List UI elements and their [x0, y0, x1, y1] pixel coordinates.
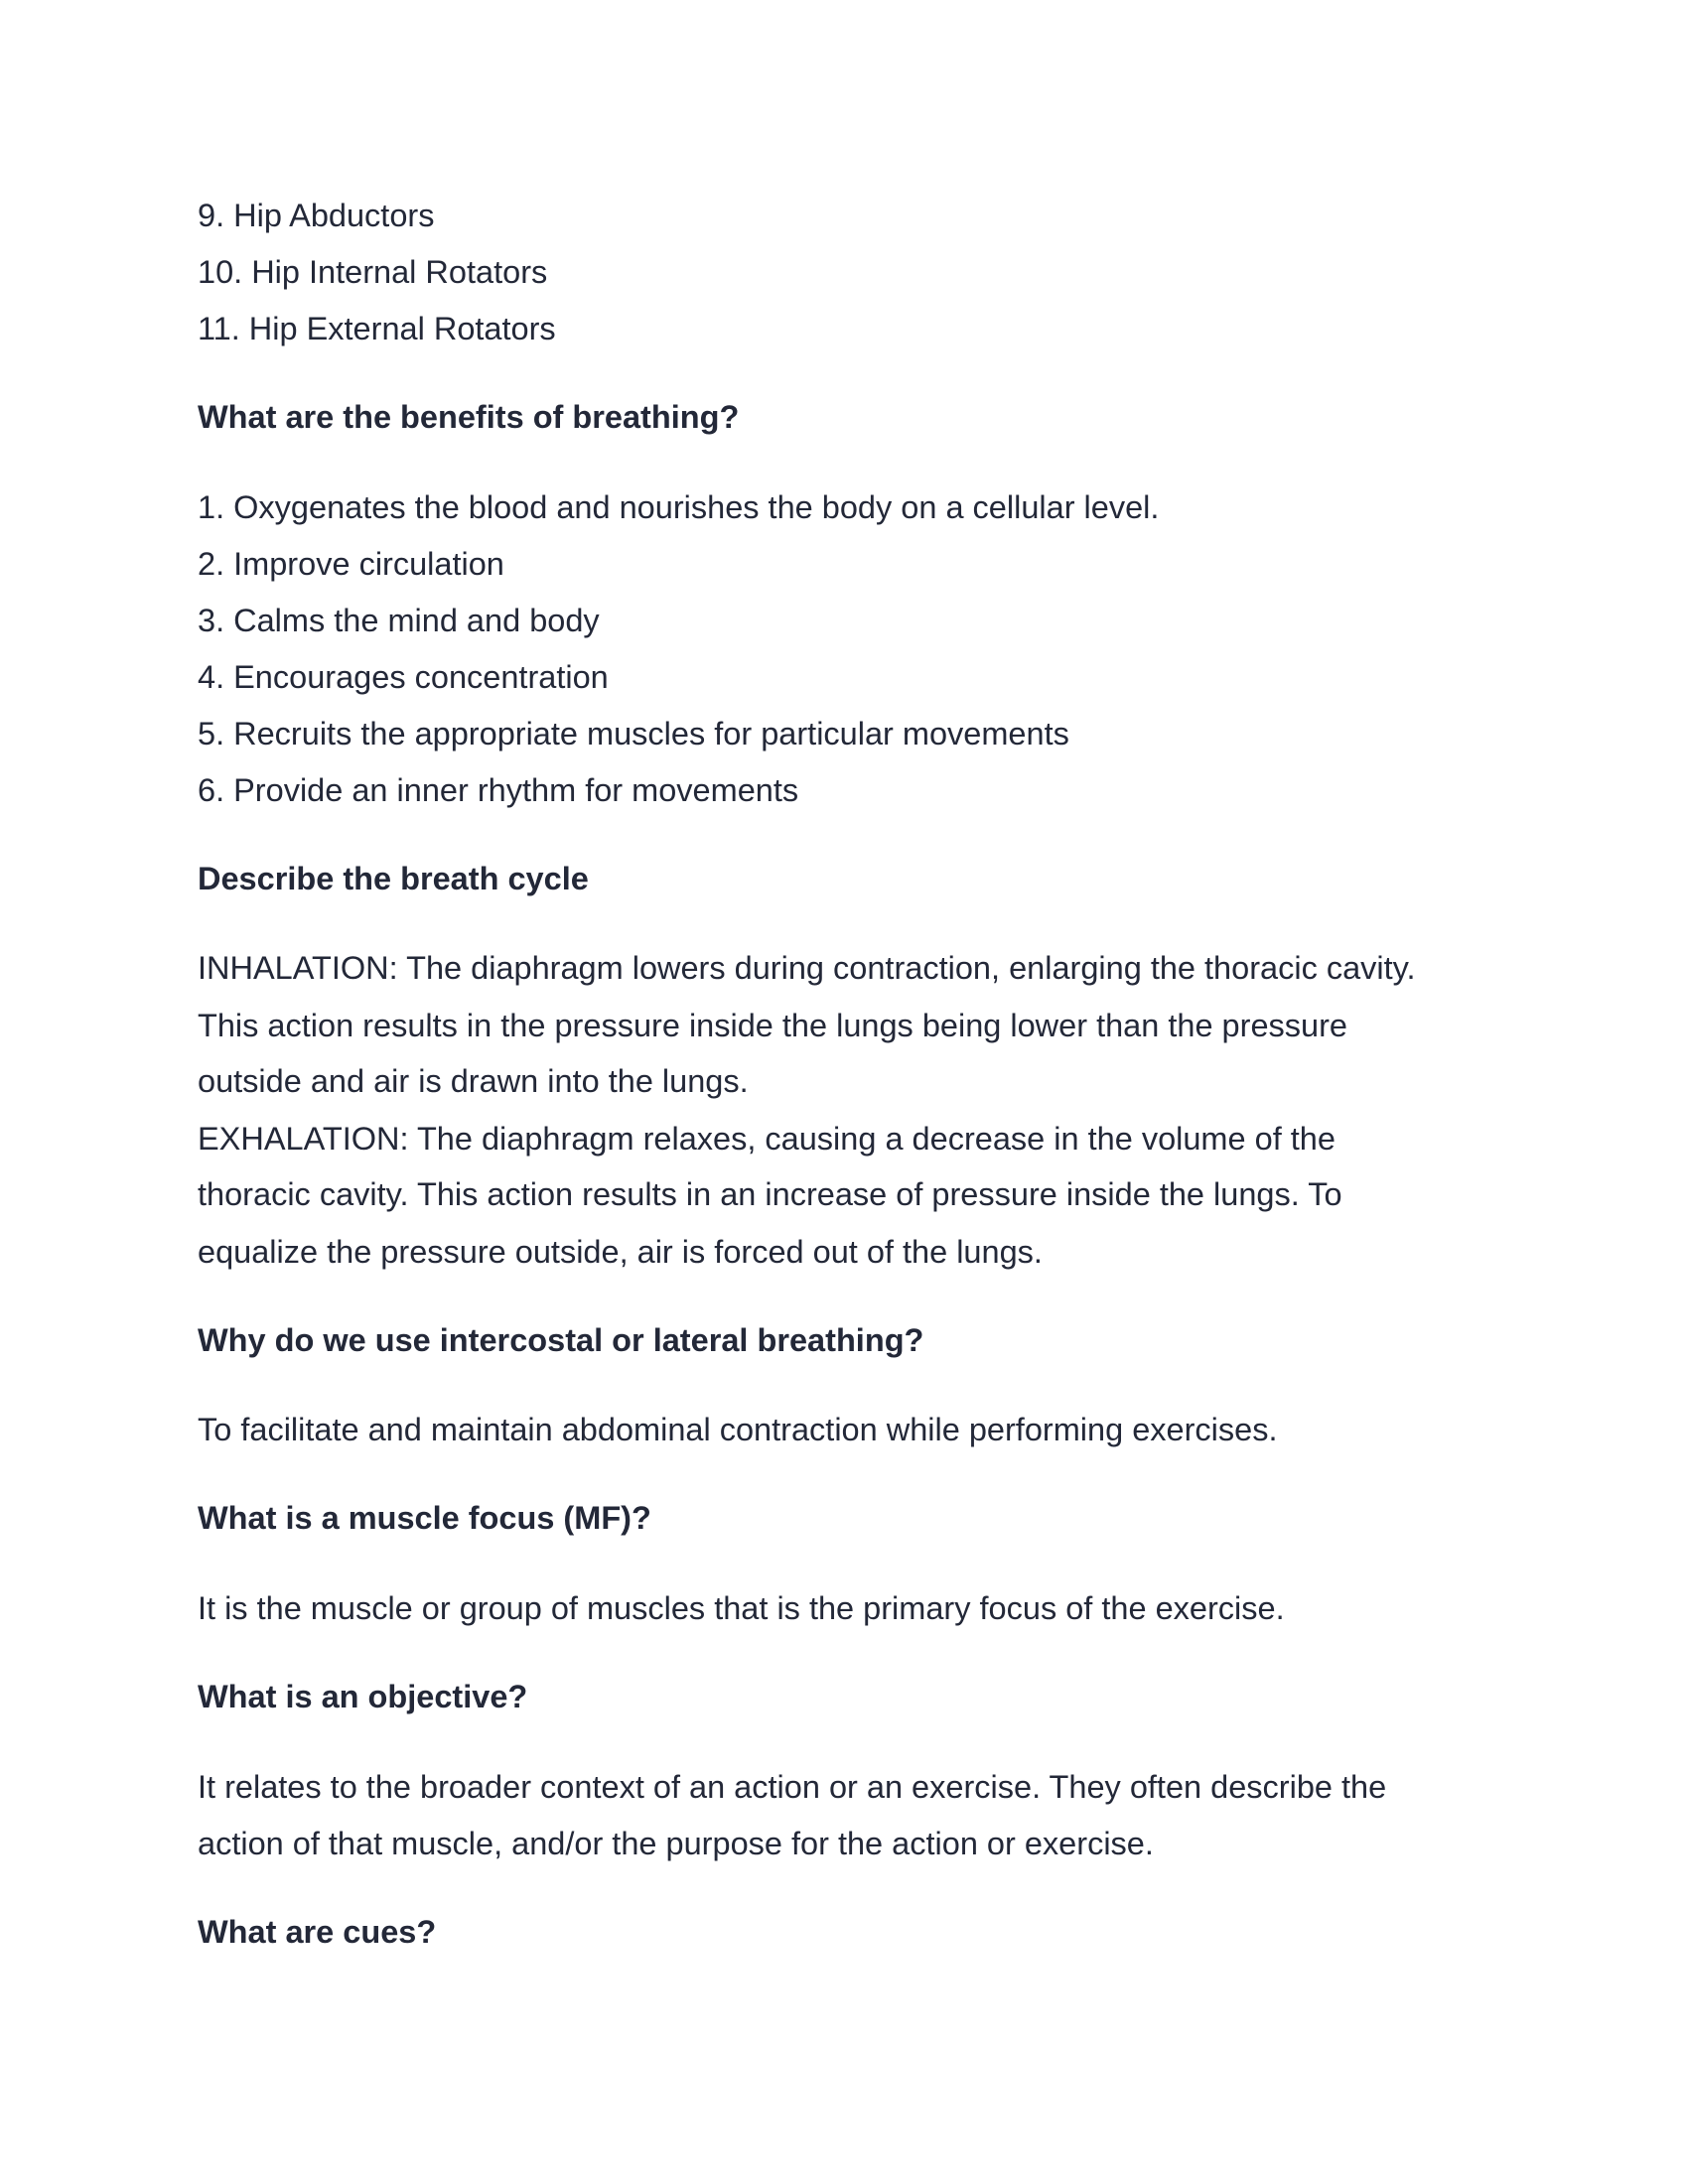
muscle-list-item: 11. Hip External Rotators	[198, 311, 556, 346]
objective-heading: What is an objective?	[198, 1679, 528, 1714]
intercostal-heading: Why do we use intercostal or lateral breathing?	[198, 1322, 924, 1358]
intercostal-answer: To facilitate and maintain abdominal contraction while performing exercises.	[198, 1412, 1278, 1447]
benefit-item: 2. Improve circulation	[198, 546, 504, 582]
breath-cycle-text: This action results in the pressure inside the lungs being lower than the pressure	[198, 1008, 1348, 1043]
breath-cycle-text: outside and air is drawn into the lungs.	[198, 1063, 749, 1099]
benefits-heading: What are the benefits of breathing?	[198, 399, 740, 435]
objective-text: It relates to the broader context of an action or an exercise. They often describe the	[198, 1769, 1387, 1805]
benefit-item: 5. Recruits the appropriate muscles for particular movements	[198, 716, 1069, 751]
benefit-item: 3. Calms the mind and body	[198, 603, 600, 638]
breath-cycle-text: EXHALATION: The diaphragm relaxes, causing a decrease in the volume of the	[198, 1121, 1336, 1157]
breath-cycle-text: thoracic cavity. This action results in an increase of pressure inside the lungs. To	[198, 1176, 1342, 1212]
muscle-focus-answer: It is the muscle or group of muscles that is the primary focus of the exercise.	[198, 1590, 1285, 1626]
breath-cycle-text: equalize the pressure outside, air is forced out of the lungs.	[198, 1234, 1043, 1270]
objective-text: action of that muscle, and/or the purpose for the action or exercise.	[198, 1826, 1154, 1861]
muscle-list-item: 9. Hip Abductors	[198, 198, 435, 233]
muscle-focus-heading: What is a muscle focus (MF)?	[198, 1500, 651, 1536]
cues-heading: What are cues?	[198, 1914, 437, 1950]
benefit-item: 6. Provide an inner rhythm for movements	[198, 772, 799, 808]
benefit-item: 4. Encourages concentration	[198, 659, 609, 695]
breath-cycle-heading: Describe the breath cycle	[198, 861, 589, 896]
muscle-list-item: 10. Hip Internal Rotators	[198, 254, 548, 290]
breath-cycle-text: INHALATION: The diaphragm lowers during contraction, enlarging the thoracic cavity.	[198, 950, 1416, 986]
benefit-item: 1. Oxygenates the blood and nourishes the body on a cellular level.	[198, 489, 1160, 525]
